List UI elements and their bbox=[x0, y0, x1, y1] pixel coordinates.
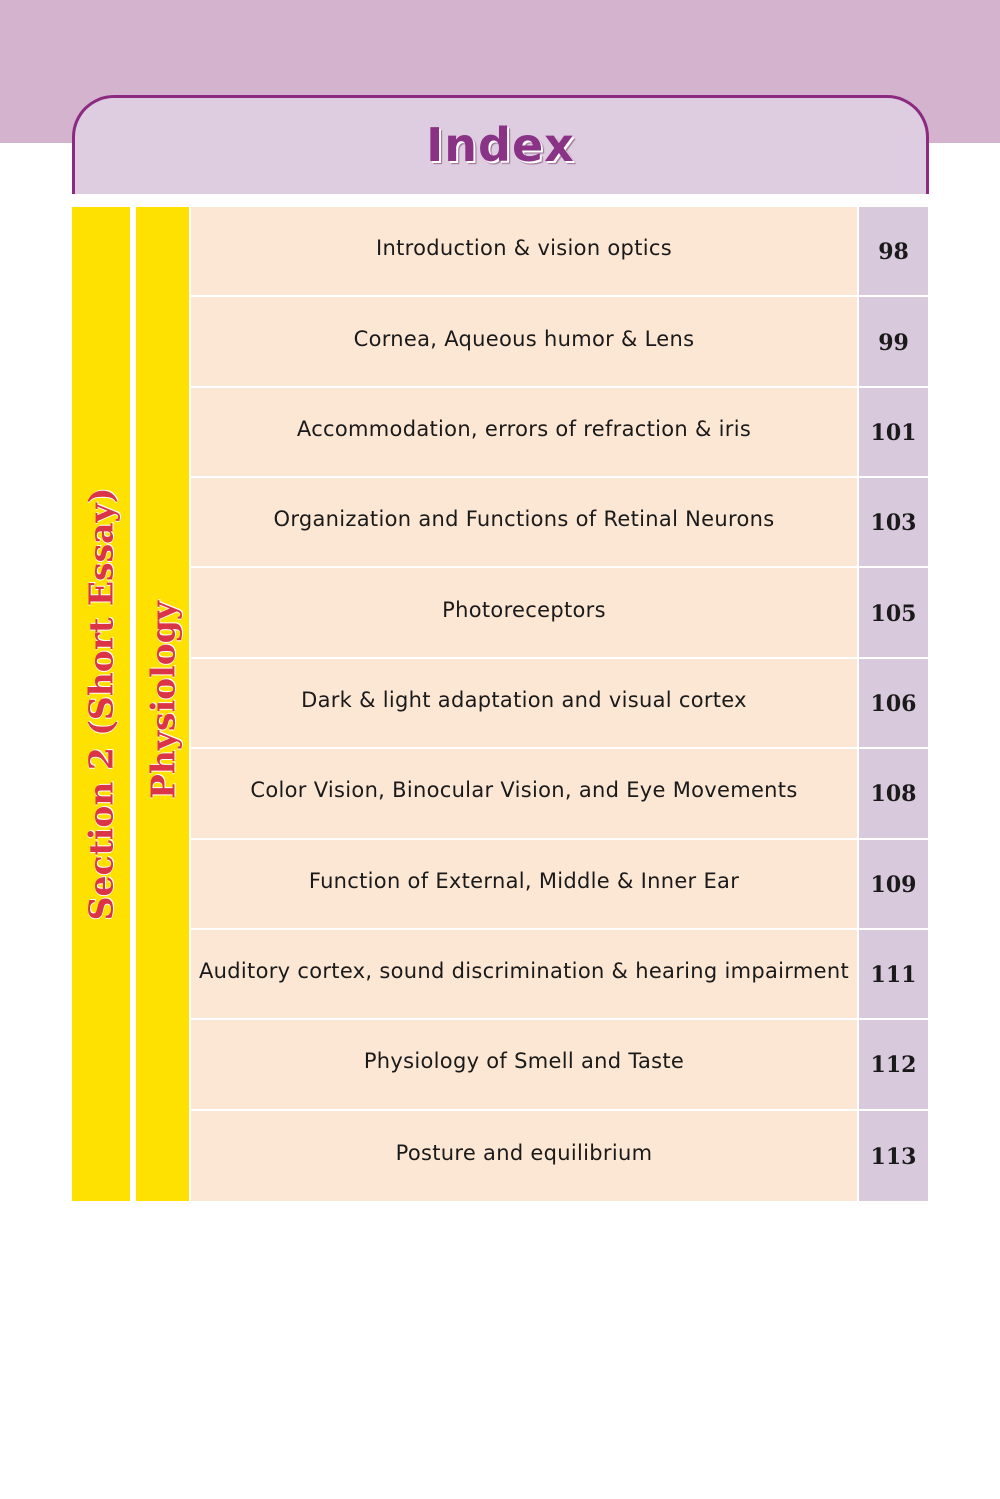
index-row[interactable] bbox=[191, 207, 928, 297]
topic-title: Physiology of Smell and Taste bbox=[191, 1020, 857, 1108]
page-number: 113 bbox=[857, 1111, 928, 1201]
index-table bbox=[191, 207, 928, 1201]
index-row[interactable] bbox=[191, 297, 928, 387]
topic-title: Accommodation, errors of refraction & iris bbox=[191, 388, 857, 476]
topic-title: Cornea, Aqueous humor & Lens bbox=[191, 297, 857, 385]
index-row[interactable] bbox=[191, 659, 928, 749]
index-row[interactable] bbox=[191, 749, 928, 839]
topic-title: Photoreceptors bbox=[191, 568, 857, 656]
index-row[interactable] bbox=[191, 478, 928, 568]
page-number: 103 bbox=[857, 478, 928, 566]
index-row[interactable] bbox=[191, 930, 928, 1020]
page-number: 105 bbox=[857, 568, 928, 656]
page-number: 99 bbox=[857, 297, 928, 385]
index-row[interactable] bbox=[191, 568, 928, 658]
index-header bbox=[72, 95, 929, 194]
subject-label: Physiology bbox=[143, 601, 182, 799]
topic-title: Introduction & vision optics bbox=[191, 207, 857, 295]
page-title: Index bbox=[426, 118, 575, 172]
index-row[interactable] bbox=[191, 1111, 928, 1201]
topic-title: Posture and equilibrium bbox=[191, 1111, 857, 1201]
index-row[interactable] bbox=[191, 388, 928, 478]
topic-title: Color Vision, Binocular Vision, and Eye Movements bbox=[191, 749, 857, 837]
section-column bbox=[72, 207, 130, 1201]
page-number: 98 bbox=[857, 207, 928, 295]
page-number: 108 bbox=[857, 749, 928, 837]
page-number: 109 bbox=[857, 840, 928, 928]
subject-column bbox=[136, 207, 189, 1201]
topic-title: Function of External, Middle & Inner Ear bbox=[191, 840, 857, 928]
index-row[interactable] bbox=[191, 840, 928, 930]
topic-title: Organization and Functions of Retinal Neurons bbox=[191, 478, 857, 566]
page-number: 101 bbox=[857, 388, 928, 476]
page-number: 111 bbox=[857, 930, 928, 1018]
topic-title: Dark & light adaptation and visual cortex bbox=[191, 659, 857, 747]
page-number: 112 bbox=[857, 1020, 928, 1108]
page-number: 106 bbox=[857, 659, 928, 747]
topic-title: Auditory cortex, sound discrimination & hearing impairment bbox=[191, 930, 857, 1018]
index-row[interactable] bbox=[191, 1020, 928, 1110]
section-label: Section 2 (Short Essay) bbox=[81, 487, 121, 921]
